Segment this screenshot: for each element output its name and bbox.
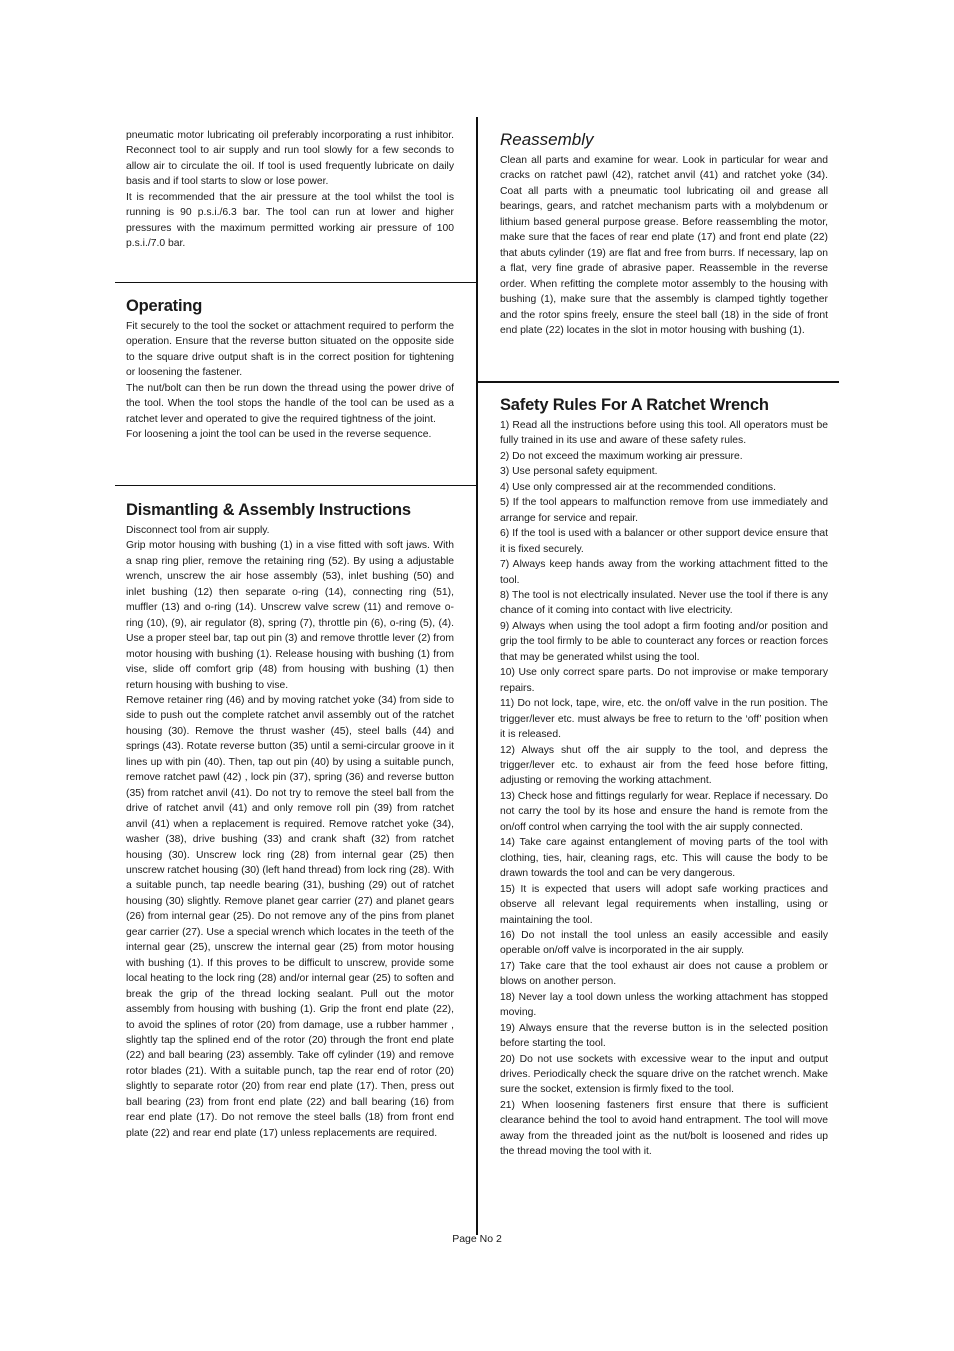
operating-heading: Operating <box>126 297 203 315</box>
section-divider-dismantling <box>115 485 476 486</box>
intro-paragraph: It is recommended that the air pressure at the tool whilst the tool is running is 90 p.s.i./6.3 bar. The tool can run at lower and higher pressures with the maximum permitted working air pressure of 100 p.s.i./7.0 bar. <box>126 191 454 250</box>
operating-paragraph: The nut/bolt can then be run down the thread using the power drive of the tool. When the tool stops the handle of the tool can be used as a ratchet lever and operated to give the required tightness of the joint. <box>126 382 454 425</box>
operating-paragraph: Fit securely to the tool the socket or attachment required to perform the operation. Ensure that the reverse button situated on the opposite side to the square drive output shaft is in the correct position for tightening or loosening the fastener. <box>126 321 454 379</box>
safety-rule: 15) It is expected that users will adopt safe working practices and observe all relevant legal requirements when installing, using or maintaining the tool. <box>500 883 828 926</box>
reassembly-paragraph: Clean all parts and examine for wear. Look in particular for wear and cracks on ratchet pawl (42), ratchet anvil (41) and ratchet yoke (34). Coat all parts with a pneumatic tool lubricating oil and grease all bearings, gears, and ratchet mechanism parts with a molybdenum or lithium based general purpose grease. Before reassembling the motor, make sure that the faces of rear end plate (17) and front end plate (22) that abuts cylinder (19) are flat and free from burrs. If necessary, lap on a flat, very fine grade of abrasive paper. Reassemble in the reverse order. When refitting the complete motor assembly to the housing with bushing (1), make sure that the assembly is clamped tightly together and the rotor spins freely, ensure the steel ball (18) in the side of front end plate (22) locates in the slot in motor housing with bushing (1). <box>500 155 828 336</box>
section-divider-operating <box>115 282 476 283</box>
safety-rule: 18) Never lay a tool down unless the working attachment has stopped moving. <box>500 991 828 1019</box>
safety-rule: 12) Always shut off the air supply to the tool, and depress the trigger/lever etc. to exhaust air from the feed hose before fitting, adjusting or removing the working attachment. <box>500 744 828 787</box>
safety-rule: 11) Do not lock, tape, wire, etc. the on/off valve in the run position. The trigger/lever etc. must always be free to return to the ‘off’ position when it is released. <box>500 698 828 741</box>
safety-rule: 20) Do not use sockets with excessive wear to the input and output drives. Periodically check the square drive on the ratchet wrench. Make sure the socket, extension is firmly fixed to the tool. <box>500 1053 828 1096</box>
section-divider-safety <box>478 381 839 383</box>
reassembly-section <box>500 130 828 338</box>
dismantling-paragraph: Remove retainer ring (46) and by moving ratchet yoke (34) from side to side to push out the complete ratchet anvil assembly out of the ratchet housing (30). Remove the thrust washer (45), steel balls (44) and springs (43). Rotate reverse button (35) until a semi-circular groove in it lines up with pin (40). Then, tap out pin (40) by using a suitable punch, remove ratchet pawl (42) , lock pin (37), spring (36) and reverse button (35) from ratchet anvil (41). Do not try to remove the steel ball from the drive of ratchet anvil (41) and only remove roll pin (39) from ratchet anvil (41) when a replacement is required. Remove ratchet yoke (34), washer (38), drive bushing (33) and crank shaft (32) from ratchet housing (30). Unscrew lock ring (28) from internal gear (25) then unscrew ratchet housing (30) (left hand thread) from lock ring (28). With a suitable punch, tap needle bearing (31), bushing (29) out of ratchet housing (30) slightly. Remove planet gear carrier (27) and planet gears (26) from internal gear (25). Do not remove any of the pins from planet gear carrier (27). Use a special wrench which locates in the teeth of the internal gear (25), unscrew the internal gear (25) from motor housing with bushing (1). If this proves to be difficult to unscrew, provide some local heating to the lock ring (28) and/or internal gear (25) to soften and break the grip of the thread locking sealant. Pull out the motor assembly from housing with bushing (1). Grip the front end plate (22), to avoid the splines of rotor (20) from damage, use a rubber hammer , slightly tap the splined end of the rotor (20) through the front end plate (22) and ball bearing (23) assembly. Take off cylinder (19) and remove rotor blades (21). With a suitable punch, tap the rear end of rotor (20) slightly to separate rotor (20) from rear end plate (17). Then, press out ball bearing (23) from front end plate (22) and ball bearing (16) from rear end plate (17). Do not remove the steel balls (18) from front end plate (22) and rear end plate (17) unless replacements are required. <box>126 694 454 1139</box>
safety-section <box>500 395 828 1160</box>
safety-heading: Safety Rules For A Ratchet Wrench <box>500 396 769 414</box>
safety-rule: 17) Take care that the tool exhaust air does not cause a problem or blows on another person. <box>500 960 828 988</box>
safety-rule: 13) Check hose and fittings regularly for wear. Replace if necessary. Do not carry the tool by its hose and ensure the hand is remote from the on/off control when carrying the tool with the air supply connected. <box>500 790 828 833</box>
dismantling-section <box>126 500 454 1141</box>
intro-section <box>126 128 454 252</box>
safety-rule: 14) Take care against entanglement of moving parts of the tool with clothing, ties, hair, cleaning rags, etc. This will cause the body to be drawn towards the tool and can be very dangerous. <box>500 837 828 880</box>
safety-rule: 10) Use only correct spare parts. Do not improvise or make temporary repairs. <box>500 667 828 694</box>
operating-paragraph: For loosening a joint the tool can be used in the reverse sequence. <box>126 429 432 441</box>
safety-rule: 21) When loosening fasteners first ensure that there is sufficient clearance behind the tool to avoid hand entrapment. The tool will move away from the threaded joint as the nut/bolt is loosened and rides up the thread moving the tool with it. <box>500 1099 828 1158</box>
safety-rule: 16) Do not install the tool unless an easily accessible and easily operable on/off valve is incorporated in the air supply. <box>500 929 828 957</box>
safety-rule: 1) Read all the instructions before using this tool. All operators must be fully trained in its use and aware of these safety rules. <box>500 420 828 447</box>
safety-rule: 3) Use personal safety equipment. <box>500 466 658 478</box>
operating-section <box>126 296 454 443</box>
safety-rule: 9) Always when using the tool adopt a firm footing and/or position and grip the tool firmly to be able to counteract any forces or reaction forces that may be generated whilst using the tool. <box>500 620 828 663</box>
dismantling-heading: Dismantling & Assembly Instructions <box>126 501 411 519</box>
safety-rule: 8) The tool is not electrically insulated. Never use the tool if there is any chance of it coming into contact with live electricity. <box>500 589 828 617</box>
column-divider <box>476 117 478 1235</box>
intro-paragraph: pneumatic motor lubricating oil preferably incorporating a rust inhibitor. Reconnect tool to air supply and run tool slowly for a few seconds to allow air to circulate the oil. If tool is used frequently lubricate on daily basis and if tool starts to slow or lose power. <box>126 130 454 188</box>
safety-rule: 19) Always ensure that the reverse button is in the selected position before starting the tool. <box>500 1022 828 1050</box>
dismantling-paragraph: Disconnect tool from air supply. <box>126 525 270 536</box>
safety-rule: 2) Do not exceed the maximum working air pressure. <box>500 450 743 462</box>
safety-rule: 5) If the tool appears to malfunction remove from use immediately and arrange for service and repair. <box>500 497 828 524</box>
safety-rule: 6) If the tool is used with a balancer or other support device ensure that it is fixed securely. <box>500 528 828 555</box>
safety-rule: 7) Always keep hands away from the working attachment fitted to the tool. <box>500 559 828 586</box>
reassembly-heading: Reassembly <box>500 130 594 149</box>
page-number: Page No 2 <box>452 1233 502 1245</box>
dismantling-paragraph: Grip motor housing with bushing (1) in a vise fitted with soft jaws. With a snap ring plier, remove the retaining ring (52). By using a adjustable wrench, unscrew the air hose assembly (53), inlet bushing (50) and inlet bushing (12) then separate o-ring (14), connecting ring (51), muffler (13) and o-ring (14). Unscrew valve screw (11) and remove o-ring (10), (9), air regulator (8), spring (7), throttle pin (6), o-ring (5), (4). Use a proper steel bar, tap out pin (3) and remove throttle lever (2) from motor housing with bushing (1). Release housing with bushing (1) from vise, slide off comfort grip (48) from housing with bushing (1) then return housing with bushing to vise. <box>126 540 454 691</box>
safety-rule: 4) Use only compressed air at the recommended conditions. <box>500 481 776 493</box>
